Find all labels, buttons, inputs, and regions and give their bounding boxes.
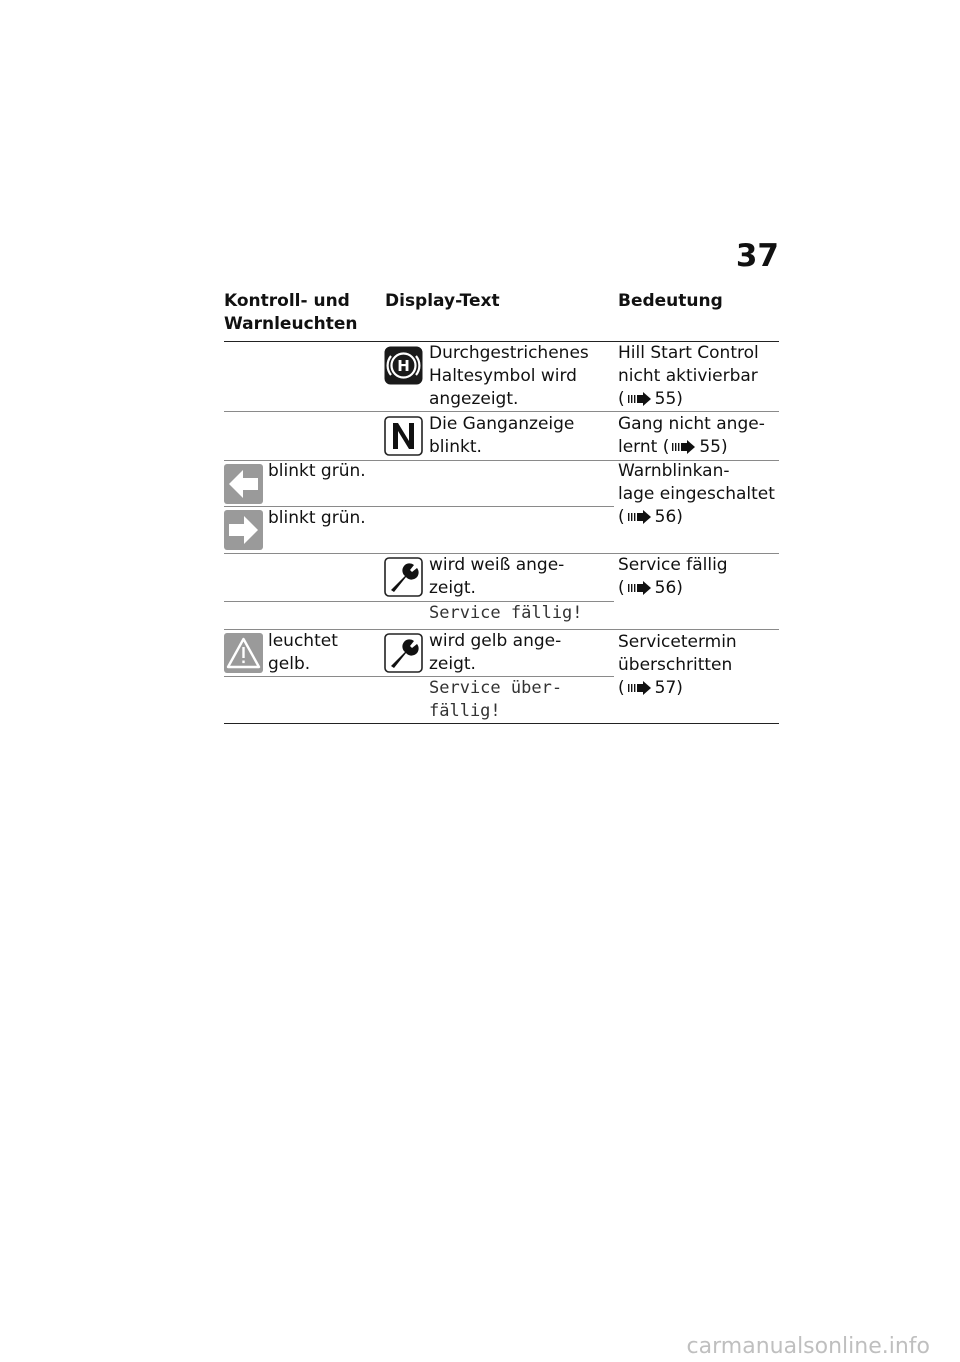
service-due-reference[interactable]: ( 56) — [618, 578, 683, 598]
service-overdue-display-text: wird gelb ange- zeigt. — [429, 631, 562, 674]
row-divider — [224, 411, 779, 412]
wrench-icon — [384, 633, 423, 673]
header-warning-lights: Kontroll- und Warnleuchten — [224, 291, 358, 334]
service-overdue-display-message: Service über- fällig! — [429, 678, 563, 721]
reference-arrow-icon — [671, 440, 697, 454]
neutral-gear-icon — [384, 416, 423, 456]
service-overdue-reference[interactable]: ( 57) — [618, 678, 683, 698]
service-overdue-light-text: leuchtet gelb. — [268, 631, 338, 674]
wrench-icon — [384, 557, 423, 597]
hill-start-hold-icon — [384, 346, 423, 385]
service-due-display-text: wird weiß ange- zeigt. — [429, 555, 565, 598]
page-number: 37 — [735, 238, 779, 274]
reference-arrow-icon — [627, 681, 653, 695]
gear-reference[interactable]: lernt ( 55) — [618, 437, 728, 457]
warning-triangle-icon — [224, 633, 263, 673]
service-due-meaning: Service fällig ( 56) — [618, 555, 728, 598]
table-bottom-rule — [224, 723, 779, 724]
reference-arrow-icon — [627, 581, 653, 595]
turn-left-arrow-icon — [224, 464, 263, 504]
hill-reference[interactable]: ( 55) — [618, 389, 683, 409]
left-light-text: blinkt grün. — [268, 461, 366, 481]
gear-display-text: Die Ganganzeige blinkt. — [429, 414, 575, 457]
turn-right-arrow-icon — [224, 510, 263, 550]
hill-display-text: Durchgestrichenes Haltesymbol wird angezeigt. — [429, 343, 589, 409]
right-light-text: blinkt grün. — [268, 508, 366, 528]
watermark: carmanualsonline.info — [686, 1334, 930, 1359]
header-display-text: Display-Text — [385, 291, 500, 311]
hill-meaning: Hill Start Control nicht aktivierbar ( 55) — [618, 343, 759, 409]
svg-text:H: H — [397, 357, 410, 375]
hazard-meaning: Warnblinkan- lage eingeschaltet ( 56) — [618, 461, 775, 527]
gear-meaning: Gang nicht ange- lernt ( 55) — [618, 414, 765, 457]
header-meaning: Bedeutung — [618, 291, 723, 311]
reference-arrow-icon — [627, 392, 653, 406]
service-due-display-message: Service fällig! — [429, 603, 583, 623]
hazard-reference[interactable]: ( 56) — [618, 507, 683, 527]
reference-arrow-icon — [627, 510, 653, 524]
service-overdue-meaning: Servicetermin überschritten ( 57) — [618, 632, 737, 698]
